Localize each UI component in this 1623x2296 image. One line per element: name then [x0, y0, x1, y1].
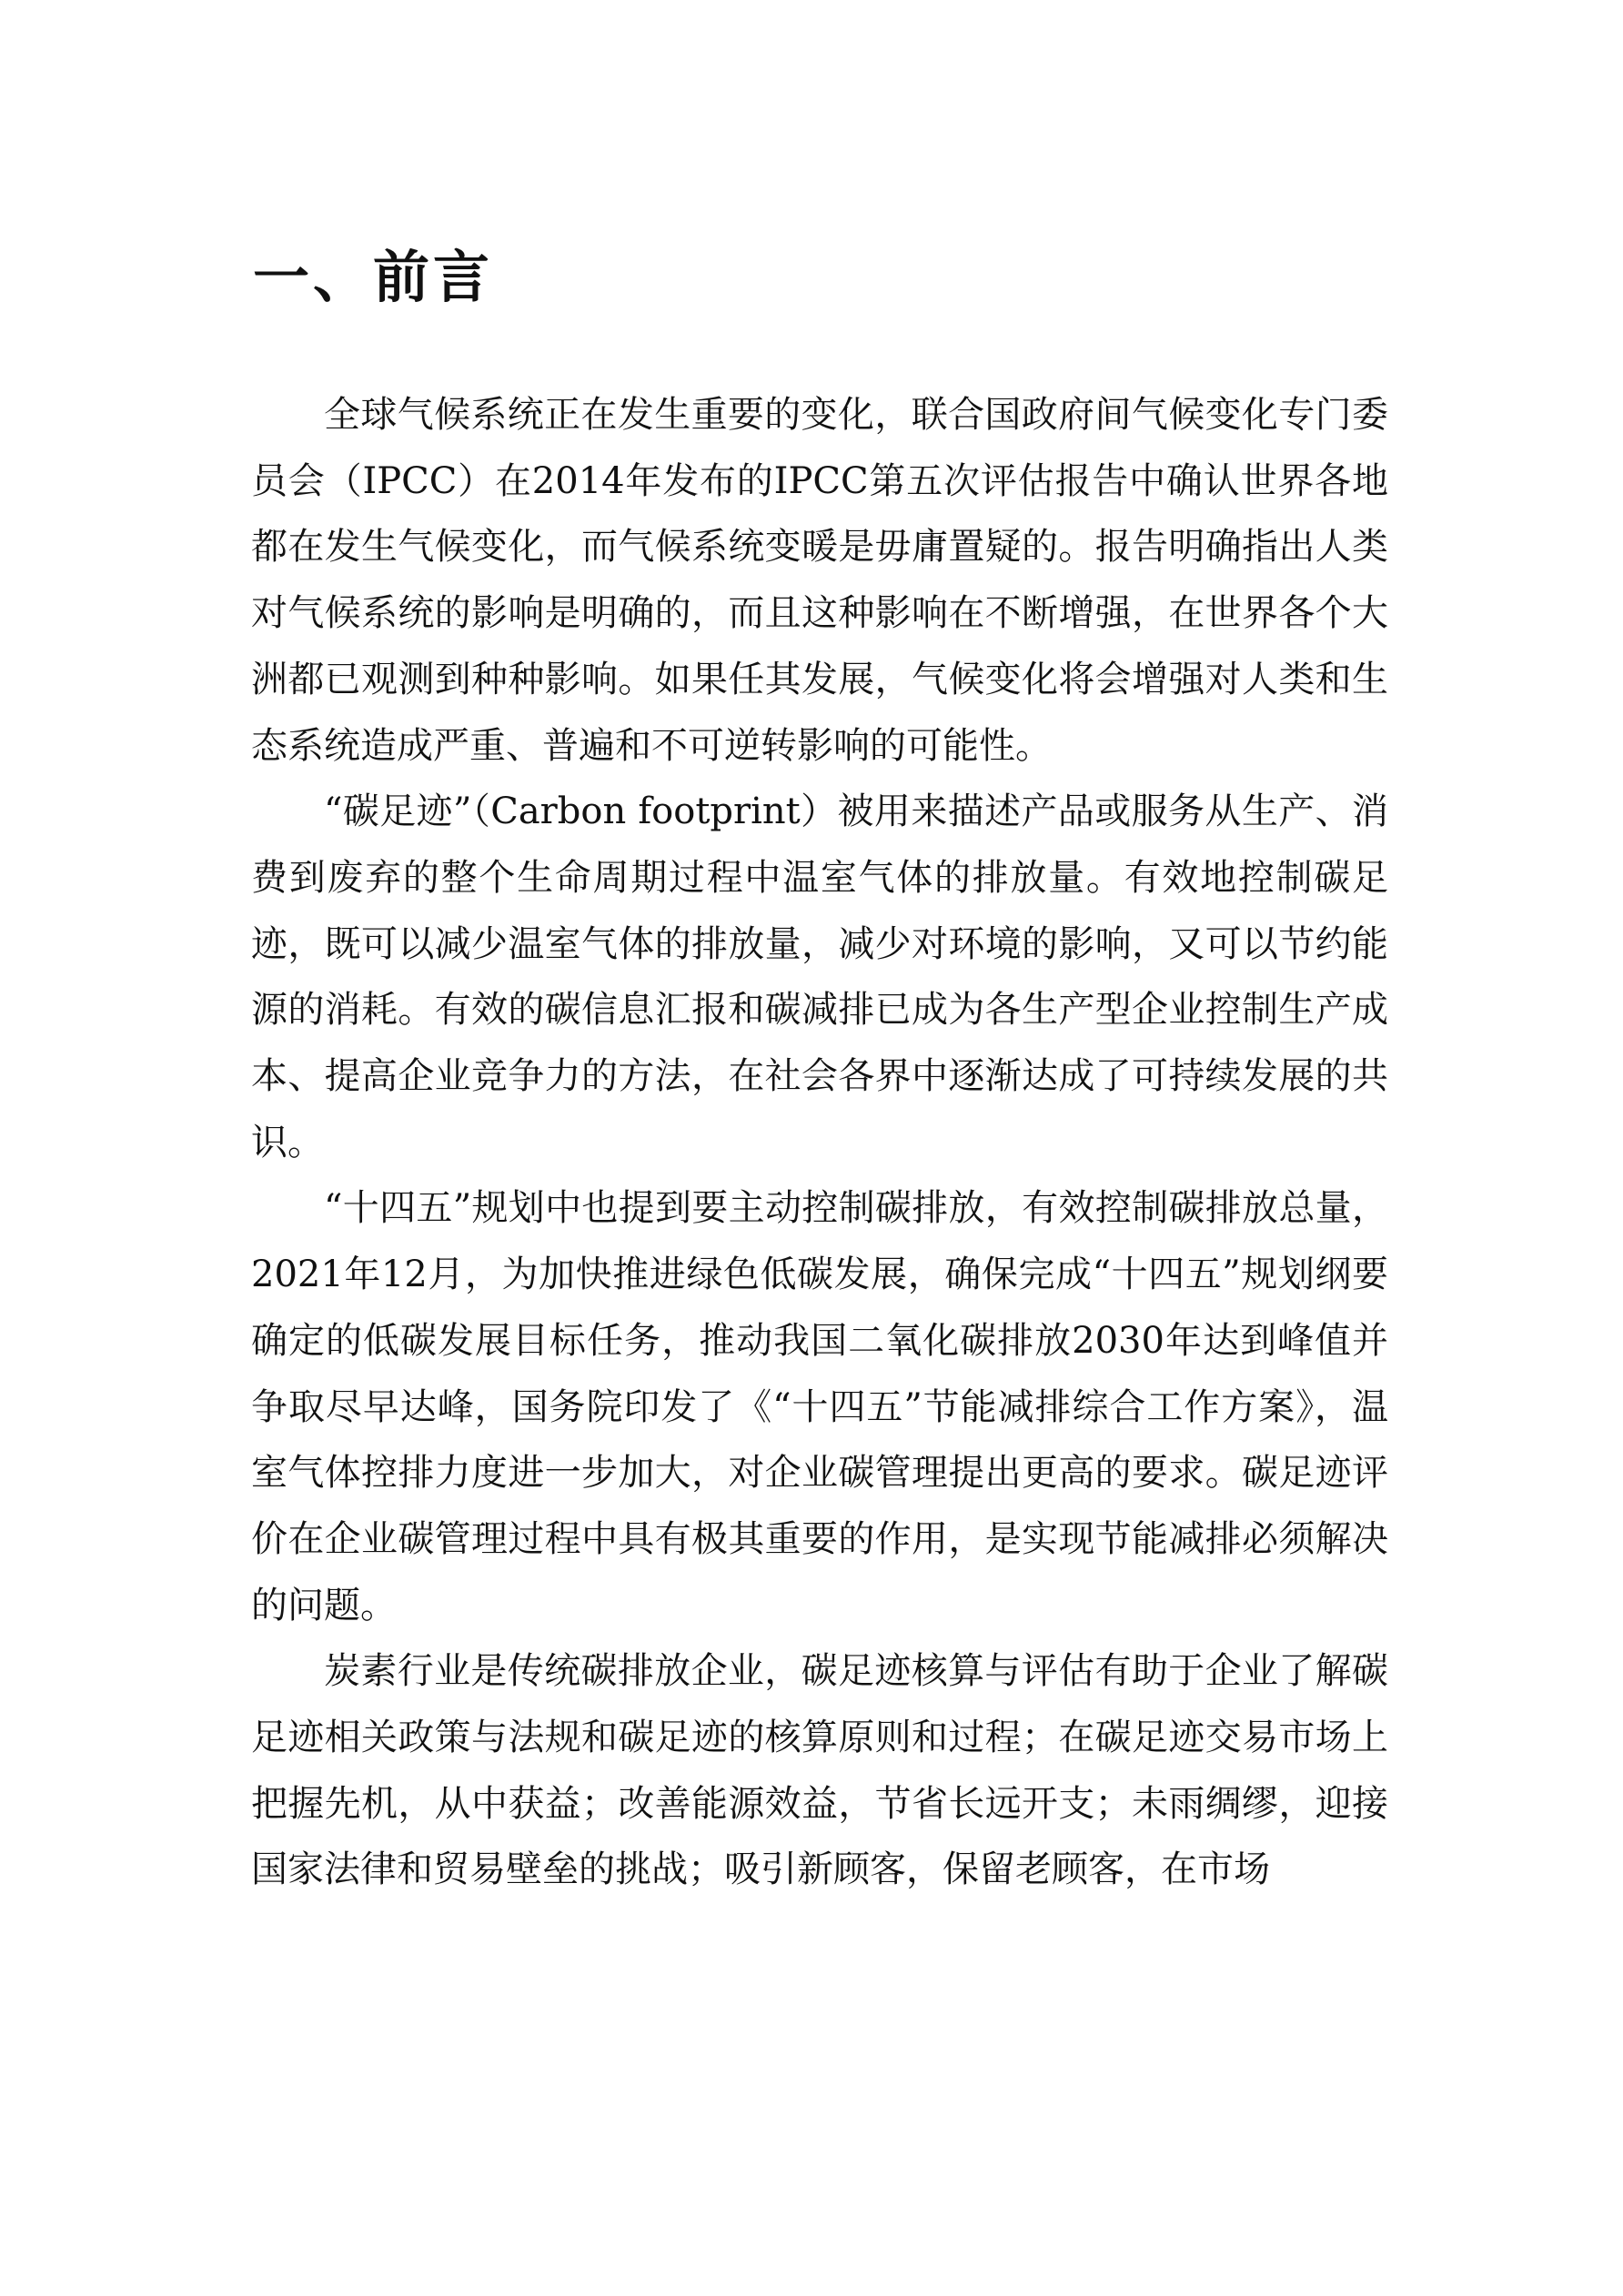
- body-text: [251, 382, 1388, 1903]
- paragraph-climate: 全球气候系统正在发生重要的变化，联合国政府间气候变化专门委员会（IPCC）在2014年发布的IPCC第五次评估报告中确认世界各地都在发生气候变化，而气候系统变暖是毋庸置疑的。报告明确指出人类对气候系统的影响是明确的，而且这种影响在不断增强，在世界各个大洲都已观测到种种影响。如果任其发展，气候变化将会增强对人类和生态系统造成严重、普遍和不可逆转影响的可能性。: [251, 394, 1388, 767]
- section-heading: 一、前言: [253, 244, 494, 310]
- paragraph-carbon-footprint: “碳足迹”（Carbon footprint）被用来描述产品或服务从生产、消费到废弃的整个生命周期过程中温室气体的排放量。有效地控制碳足迹，既可以减少温室气体的排放量，减少对环境的影响，又可以节约能源的消耗。有效的碳信息汇报和碳减排已成为各生产型企业控制生产成本、提高企业竞争力的方法，在社会各界中逐渐达成了可持续发展的共识。: [251, 791, 1388, 1163]
- paragraph-fourteenth-five-year-plan: “十四五”规划中也提到要主动控制碳排放，有效控制碳排放总量，2021年12月，为加快推进绿色低碳发展，确保完成“十四五”规划纲要确定的低碳发展目标任务，推动我国二氧化碳排放2030年达到峰值并争取尽早达峰，国务院印发了《“十四五”节能减排综合工作方案》，温室气体控排力度进一步加大，对企业碳管理提出更高的要求。碳足迹评价在企业碳管理过程中具有极其重要的作用，是实现节能减排必须解决的问题。: [251, 1187, 1388, 1626]
- paragraph-carbon-industry: 炭素行业是传统碳排放企业，碳足迹核算与评估有助于企业了解碳足迹相关政策与法规和碳足迹的核算原则和过程；在碳足迹交易市场上把握先机，从中获益；改善能源效益，节省长远开支；未雨绸缪，迎接国家法律和贸易壁垒的挑战；吸引新顾客，保留老顾客，在市场: [251, 1650, 1388, 1891]
